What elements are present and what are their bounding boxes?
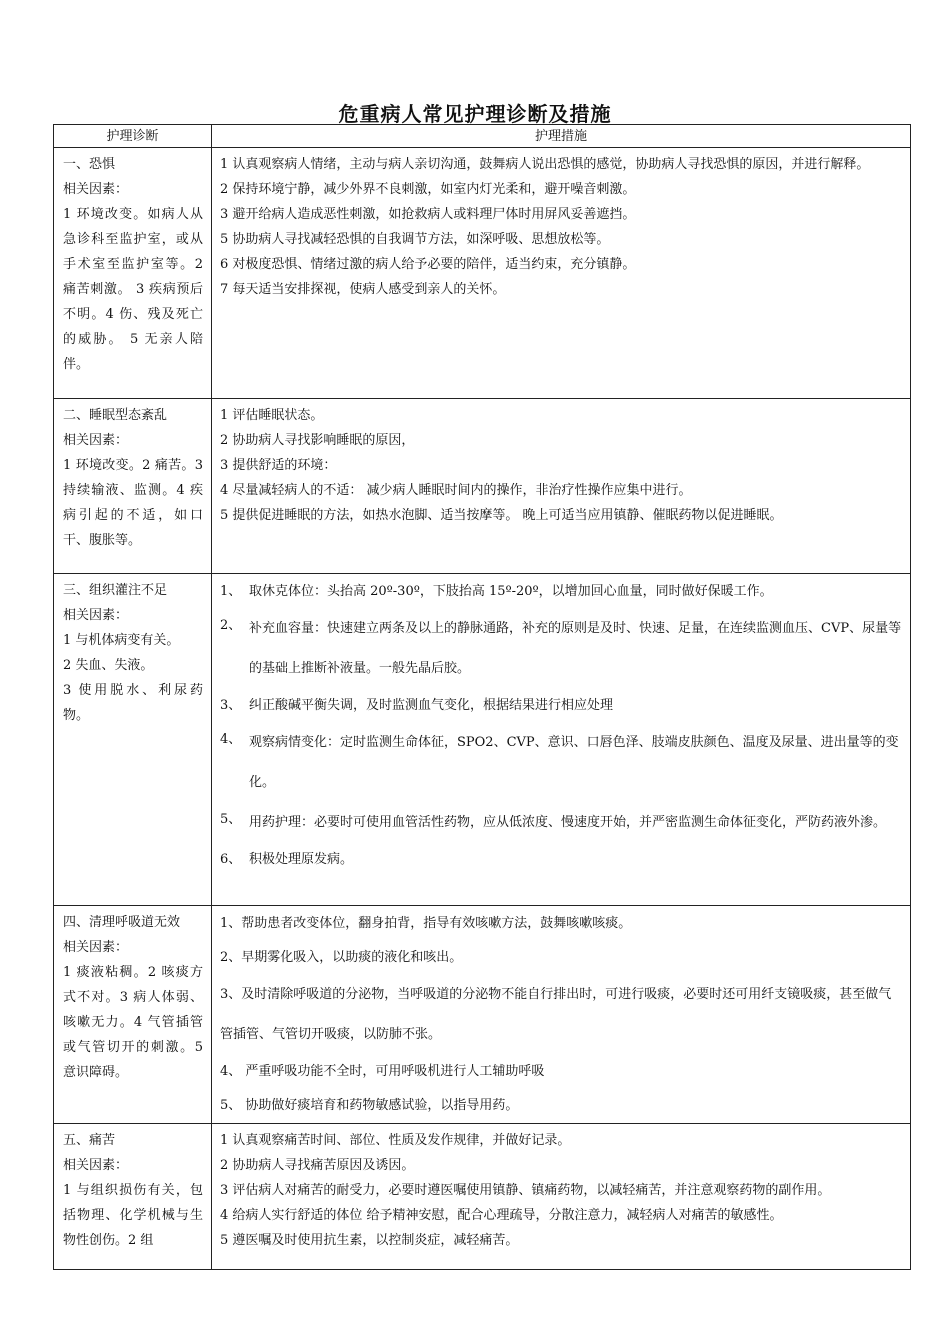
measure-item: 7 每天适当安排探视，使病人感受到亲人的关怀。 <box>220 282 506 297</box>
measure-item: 5 协助病人寻找减轻恐惧的自我调节方法，如深呼吸、思想放松等。 <box>220 232 610 247</box>
header-measures: 护理措施 <box>212 125 911 148</box>
measure-item: 2 协助病人寻找痛苦原因及诱因。 <box>220 1158 415 1173</box>
measure-text: 积极处理原发病。 <box>249 852 354 867</box>
measure-item: 1 认真观察病人情绪，主动与病人亲切沟通，鼓舞病人说出恐惧的感觉，协助病人寻找恐惧的原因，并进行解释。 <box>220 157 870 172</box>
measure-item <box>220 575 904 609</box>
diagnosis-factor-label: 相关因素： <box>63 182 129 197</box>
diagnosis-factors: 1 环境改变。如病人从急诊科至监护室，或从手术室至监护室等。2 痛苦刺激。 3 疾病预后不明。4 伤、残及死亡的威胁。 5 无亲人陪伴。 <box>63 207 203 372</box>
diagnosis-factor-label: 相关因素： <box>63 433 129 448</box>
measure-item: 5 提供促进睡眠的方法，如热水泡脚、适当按摩等。 晚上可适当应用镇静、催眠药物以促进睡眠。 <box>220 508 783 523</box>
measure-item <box>220 843 904 877</box>
diagnosis-cell <box>54 148 212 399</box>
diagnosis-factors: 1 与组织损伤有关，包括物理、化学机械与生物性创伤。2 组 <box>63 1183 203 1248</box>
measure-item <box>220 609 904 689</box>
diagnosis-factor: 1 与机体病变有关。 <box>63 633 180 648</box>
measures-cell <box>212 399 911 574</box>
measure-item: 2 协助病人寻找影响睡眠的原因， <box>220 433 415 448</box>
diagnosis-factor-label: 相关因素： <box>63 1158 129 1173</box>
measure-item <box>220 723 904 803</box>
table-row <box>54 1124 911 1270</box>
measure-item <box>220 803 904 843</box>
measure-number: 2、 <box>220 618 242 633</box>
diagnosis-title: 三、组织灌注不足 <box>63 583 168 598</box>
measure-text: 观察病情变化：定时监测生命体征，SPO2、CVP、意识、口唇色泽、肢端皮肤颜色、温度及尿量、进出量等的变化。 <box>249 735 899 790</box>
measure-item: 5 遵医嘱及时使用抗生素，以控制炎症，减轻痛苦。 <box>220 1233 519 1248</box>
measure-item: 4、 严重呼吸功能不全时，可用呼吸机进行人工辅助呼吸 <box>220 1064 545 1079</box>
diagnosis-title: 二、睡眠型态紊乱 <box>63 408 168 423</box>
measure-item: 5、 协助做好痰培育和药物敏感试验，以指导用药。 <box>220 1098 519 1113</box>
table-row <box>54 148 911 399</box>
diagnosis-cell <box>54 906 212 1124</box>
measures-cell <box>212 1124 911 1270</box>
measure-number: 5、 <box>220 812 242 827</box>
table-row <box>54 906 911 1124</box>
measure-item: 2 保持环境宁静，减少外界不良刺激，如室内灯光柔和，避开噪音刺激。 <box>220 182 636 197</box>
measure-text: 用药护理：必要时可使用血管活性药物，应从低浓度、慢速度开始，并严密监测生命体征变化，严防药液外渗。 <box>249 815 887 830</box>
measure-item: 1 评估睡眠状态。 <box>220 408 324 423</box>
measure-item: 3 评估病人对痛苦的耐受力，必要时遵医嘱使用镇静、镇痛药物，以减轻痛苦，并注意观察药物的副作用。 <box>220 1183 831 1198</box>
diagnosis-factor-label: 相关因素： <box>63 940 129 955</box>
measure-item: 1、帮助患者改变体位，翻身拍背，指导有效咳嗽方法，鼓舞咳嗽咳痰。 <box>220 916 632 931</box>
header-diagnosis: 护理诊断 <box>54 125 212 148</box>
measure-item: 4 尽量减轻病人的不适： 减少病人睡眠时间内的操作，非治疗性操作应集中进行。 <box>220 483 692 498</box>
diagnosis-title: 一、恐惧 <box>63 157 116 172</box>
diagnosis-title: 四、清理呼吸道无效 <box>63 915 181 930</box>
measure-item: 3 避开给病人造成恶性刺激，如抢救病人或料理尸体时用屏风妥善遮挡。 <box>220 207 636 222</box>
measures-cell <box>212 574 911 906</box>
page-title: 危重病人常见护理诊断及措施 <box>338 102 612 126</box>
measure-item: 3 提供舒适的环境： <box>220 458 337 473</box>
measure-item: 6 对极度恐惧、情绪过激的病人给予必要的陪伴，适当约束，充分镇静。 <box>220 257 636 272</box>
diagnosis-cell <box>54 574 212 906</box>
measures-cell <box>212 906 911 1124</box>
diagnosis-factor-label: 相关因素： <box>63 608 129 623</box>
diagnosis-factor: 2 失血、失液。 <box>63 658 154 673</box>
measure-text: 补充血容量：快速建立两条及以上的静脉通路，补充的原则是及时、快速、足量，在连续监测血压、CVP、尿量等的基础上推断补液量。一般先晶后胶。 <box>249 621 902 676</box>
table-row <box>54 399 911 574</box>
diagnosis-factors: 1 痰液粘稠。2 咳痰方式不对。3 病人体弱、咳嗽无力。4 气管插管或气管切开的刺激。5 意识障碍。 <box>63 965 203 1080</box>
measure-text: 纠正酸碱平衡失调，及时监测血气变化，根据结果进行相应处理 <box>249 698 614 713</box>
diagnosis-cell <box>54 1124 212 1270</box>
measure-item: 1 认真观察痛苦时间、部位、性质及发作规律，并做好记录。 <box>220 1133 571 1148</box>
diagnosis-cell <box>54 399 212 574</box>
table-header-row <box>54 125 911 148</box>
measure-number: 6、 <box>220 852 242 867</box>
measures-cell <box>212 148 911 399</box>
measure-text: 取休克体位：头抬高 20º-30º，下肢抬高 15º-20º，以增加回心血量，同时做好保暖工作。 <box>249 584 773 599</box>
table-row <box>54 574 911 906</box>
measure-number: 4、 <box>220 732 242 747</box>
diagnosis-factors: 1 环境改变。2 痛苦。3 持续输液、监测。4 疾病引起的不适，如口干、腹胀等。 <box>63 458 203 548</box>
measure-item: 3、及时清除呼吸道的分泌物，当呼吸道的分泌物不能自行排出时，可进行吸痰，必要时还可用纤支镜吸痰，甚至做气管插管、气管切开吸痰，以防肺不张。 <box>220 987 892 1042</box>
nursing-table <box>53 124 911 1270</box>
measure-item <box>220 689 904 723</box>
diagnosis-title: 五、痛苦 <box>63 1133 116 1148</box>
measure-item: 2、早期雾化吸入，以助痰的液化和咳出。 <box>220 950 463 965</box>
measure-item: 4 给病人实行舒适的体位 给予精神安慰，配合心理疏导，分散注意力，减轻病人对痛苦的敏感性。 <box>220 1208 783 1223</box>
measure-number: 1、 <box>220 584 242 599</box>
measure-number: 3、 <box>220 698 242 713</box>
diagnosis-factor: 3 使用脱水、利尿药物。 <box>63 683 203 723</box>
